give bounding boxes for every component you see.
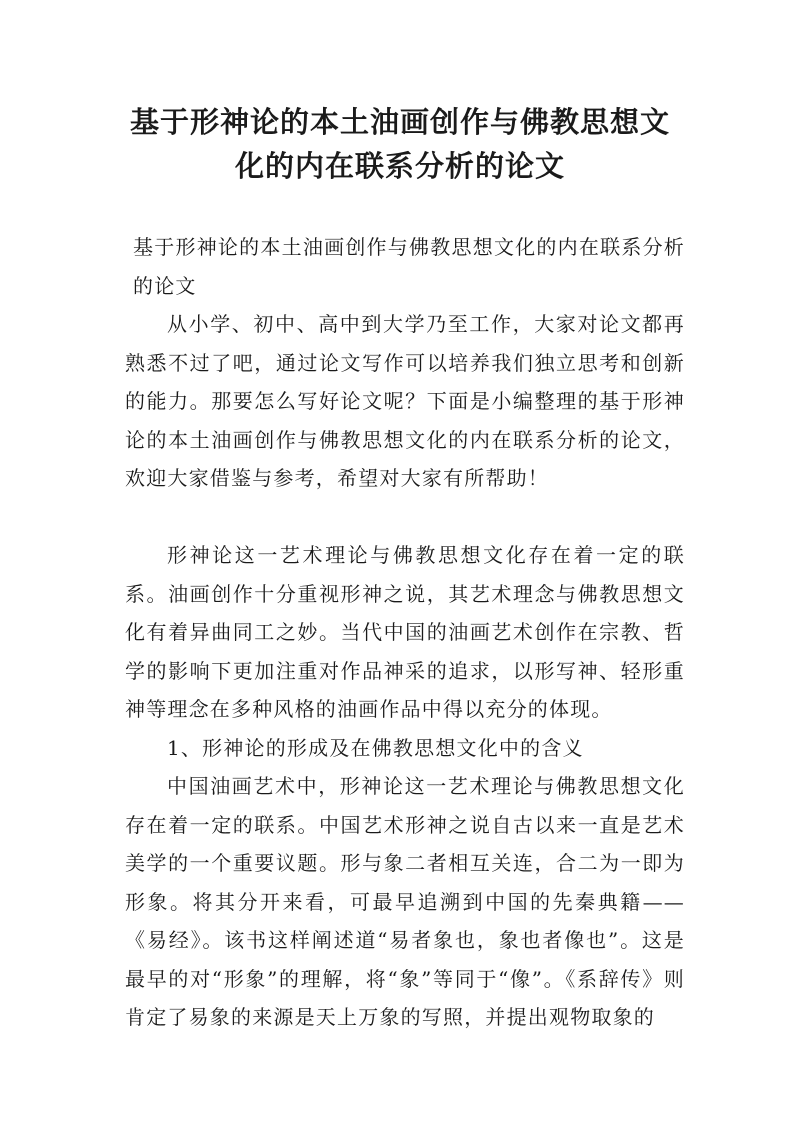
- title-line-2: 化的内在联系分析的论文: [234, 149, 565, 183]
- body-paragraph-2: 中国油画艺术中，形神论这一艺术理论与佛教思想文化存在着一定的联系。中国艺术形神之说自古以来一直是艺术美学的一个重要议题。形与象二者相互关连，合二为一即为形象。将其分开来看，可最早追溯到中国的先秦典籍——《易经》。该书这样阐述道“易者象也，象也者像也”。这是最早的对“形象”的理解，将“象”等同于“像”。《系辞传》则肯定了易象的来源是天上万象的写照，并提出观物取象的: [125, 774, 685, 1029]
- body-paragraph-1: 形神论这一艺术理论与佛教思想文化存在着一定的联系。油画创作十分重视形神之说，其艺术理念与佛教思想文化有着异曲同工之妙。当代中国的油画艺术创作在宗教、哲学的影响下更加注重对作品神采的追求，以形写神、轻形重神等理念在多种风格的油画作品中得以充分的体现。: [125, 543, 685, 721]
- paragraph-spacer: [125, 498, 685, 537]
- title-line-1: 基于形神论的本土油画创作与佛教思想文: [129, 105, 670, 139]
- section-heading-1: 1、形神论的形成及在佛教思想文化中的含义: [167, 735, 584, 760]
- document-title: [100, 100, 700, 188]
- intro-paragraph: 从小学、初中、高中到大学乃至工作，大家对论文都再熟悉不过了吧，通过论文写作可以培养我们独立思考和创新的能力。那要怎么写好论文呢？下面是小编整理的基于形神论的本土油画创作与佛教思想文化的内在联系分析的论文，欢迎大家借鉴与参考，希望对大家有所帮助！: [125, 312, 685, 490]
- document-subtitle: 基于形神论的本土油画创作与佛教思想文化的内在联系分析的论文: [133, 235, 685, 298]
- document-body: [125, 228, 685, 1037]
